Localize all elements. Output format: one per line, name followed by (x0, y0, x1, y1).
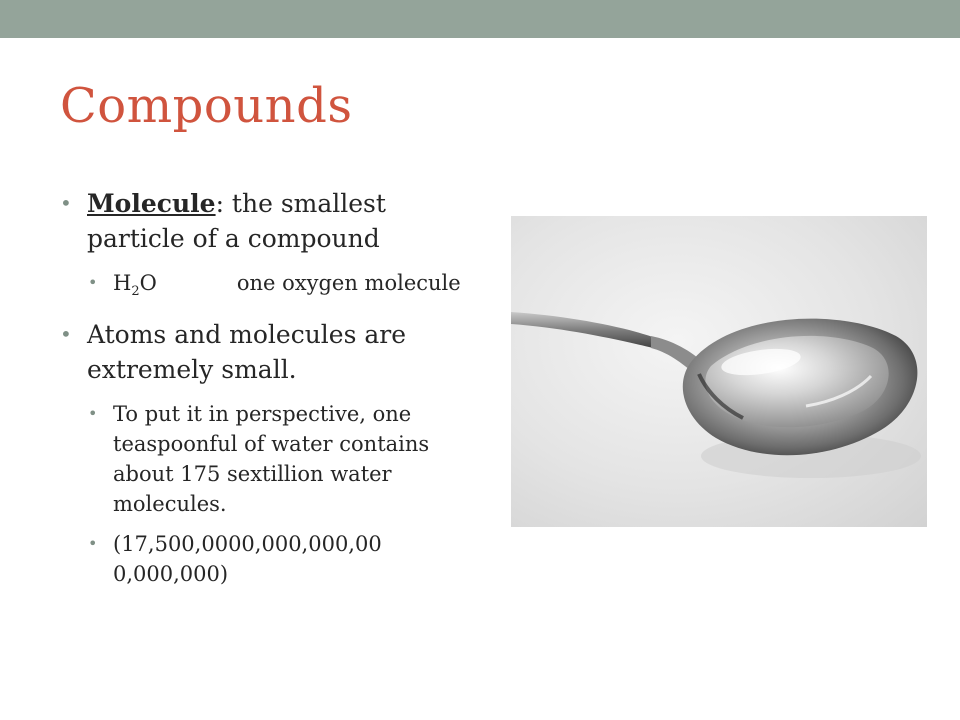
teaspoon-photo (511, 216, 927, 527)
molecule-term: Molecule (87, 189, 216, 218)
sub-bullet-h2o (60, 268, 480, 307)
formula-h: H (113, 271, 132, 295)
top-accent-bar (0, 0, 960, 38)
formula-subscript: 2 (131, 284, 140, 300)
sub-bullet-perspective: • To put it in perspective, one teaspoonful of water contains about 175 sextillion water molecules. (60, 399, 480, 519)
spoon-illustration (511, 216, 927, 527)
slide-body (60, 186, 480, 599)
h2o-description-a: one oxygen (236, 271, 358, 295)
sub-bullet-number: • (17,500,0000,000,000,00 0,000,000) (60, 529, 480, 589)
formula-o: O (139, 271, 157, 295)
h2o-description-b: molecule (364, 271, 461, 295)
slide-title: Compounds (60, 78, 353, 134)
bullet-molecule (60, 186, 480, 256)
molecule-definition: : the smallest particle of a compound (87, 189, 386, 253)
bullet-small: • Atoms and molecules are extremely small. (60, 317, 480, 387)
